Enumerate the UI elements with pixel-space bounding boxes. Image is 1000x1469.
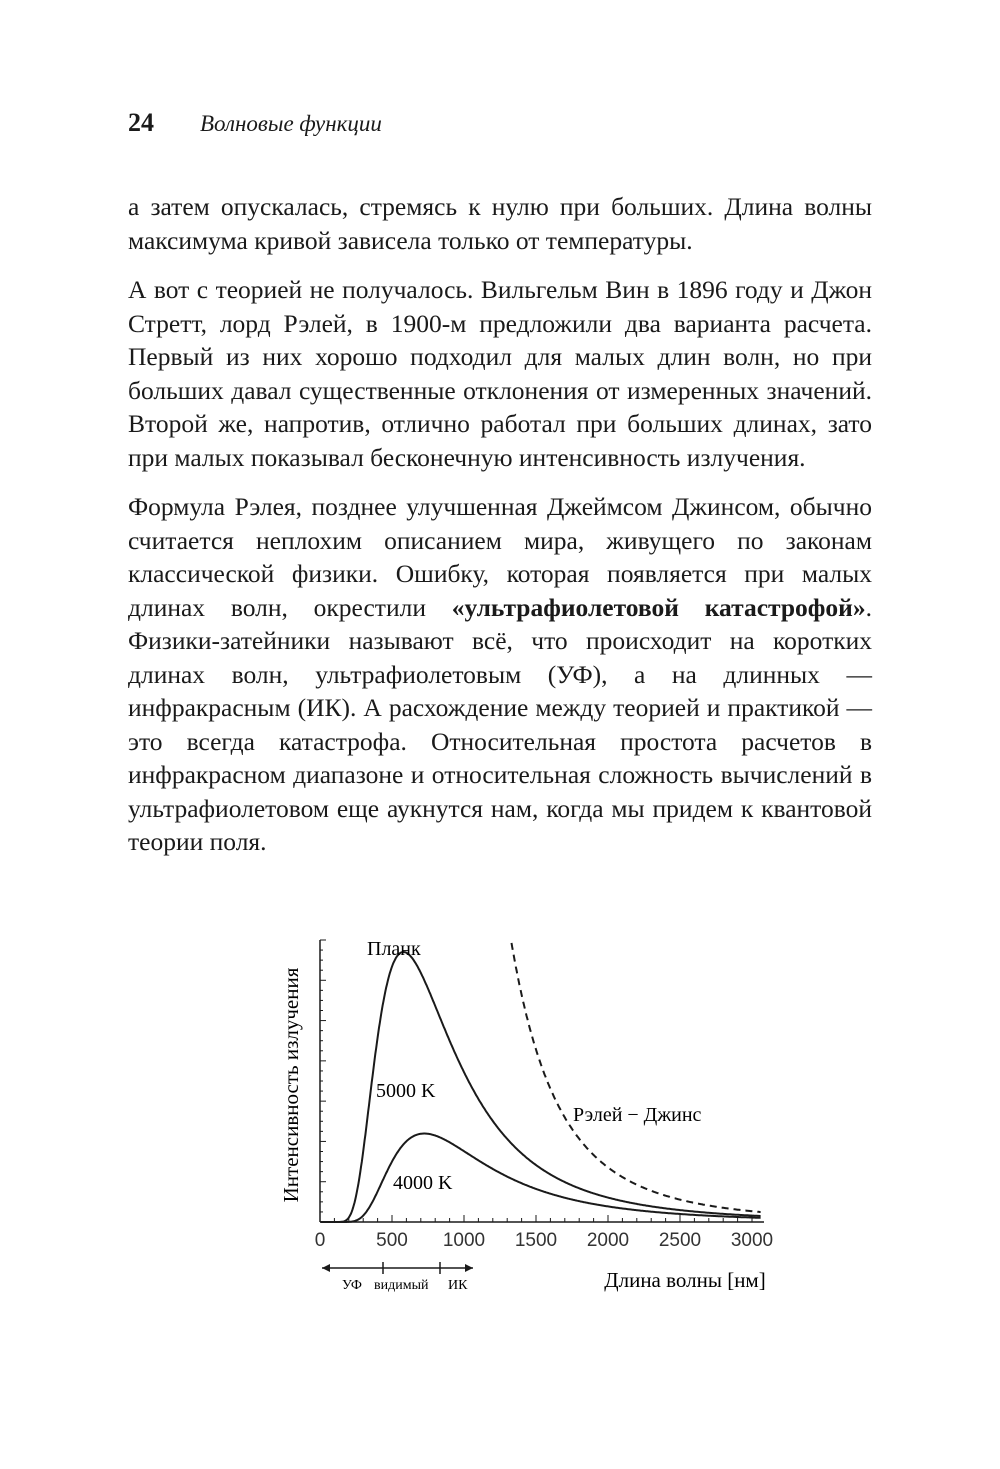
annotation-planck: Планк: [367, 938, 421, 960]
page-header: [128, 108, 382, 138]
page-number: 24: [128, 108, 154, 137]
band-visible-label: видимый: [374, 1278, 429, 1293]
x-tick-label: 3000: [730, 1230, 774, 1251]
y-axis-label: Интенсивность излучения: [279, 967, 303, 1203]
series-label-4000k: 4000 K: [393, 1172, 453, 1194]
x-tick-label: 1500: [514, 1230, 558, 1251]
band-arrow-right: [465, 1264, 473, 1272]
series-label-rayleigh-jeans: Рэлей − Джинс: [573, 1104, 702, 1126]
paragraph-1: а затем опускалась, стремясь к нулю при больших. Длина волны максимума кривой зависела только от температуры.: [128, 192, 872, 255]
x-tick-label: 2500: [658, 1230, 702, 1251]
paragraph-3: [128, 490, 872, 859]
spectrum-bands: [322, 1262, 473, 1293]
body-text: [128, 190, 872, 875]
running-title: Волновые функции: [200, 111, 382, 136]
paragraph-2: А вот с теорией не получалось. Вильгельм Вин в 1896 году и Джон Стретт, лорд Рэлей, в 1900-м предложили два варианта расчета. Первый из них хорошо подходил для малых длин волн, но при больших давал существенные отклонения от измеренных значений. Второй же, напротив, отлично работал при больших длинах, зато при малых показывал бесконечную интенсивность излучения.: [128, 275, 872, 472]
paragraph-3-end: . Физики-затейники называют всё, что происходит на коротких длинах волн, ультрафиолетовым (УФ), а на длинных — инфракрасным (ИК). А расхождение между теорией и практикой — это всегда катастрофа. Относительная простота расчетов в инфракрасном диапазоне и относительная сложность вычислений в ультрафиолетовом еще аукнутся нам, когда мы придем к квантовой теории поля.: [128, 592, 872, 856]
x-tick-label: 1000: [442, 1230, 486, 1251]
paragraph-3-start: Формула Рэлея, позднее улучшенная Джеймсом Джинсом, обычно считается неплохим описанием мира, живущего по законам классической физики. Ошибку, которая появляется при малых длинах волн, окрестили: [128, 492, 872, 622]
x-tick-label: 0: [314, 1230, 326, 1251]
band-uv-label: УФ: [342, 1278, 362, 1293]
band-arrow-left: [322, 1264, 330, 1272]
band-ir-label: ИК: [448, 1278, 468, 1293]
series-curve-1: [321, 1134, 761, 1223]
x-tick-label: 500: [376, 1230, 408, 1251]
series-curve-2: [512, 943, 761, 1212]
series-label-5000k: 5000 K: [376, 1080, 436, 1102]
x-axis-label: Длина волны [нм]: [604, 1268, 766, 1292]
ultraviolet-catastrophe-term: «ультрафиолетовой катастрофой»: [451, 592, 866, 622]
x-tick-label: 2000: [586, 1230, 630, 1251]
planck-chart: [260, 925, 800, 1305]
chart-svg: [260, 925, 800, 1305]
